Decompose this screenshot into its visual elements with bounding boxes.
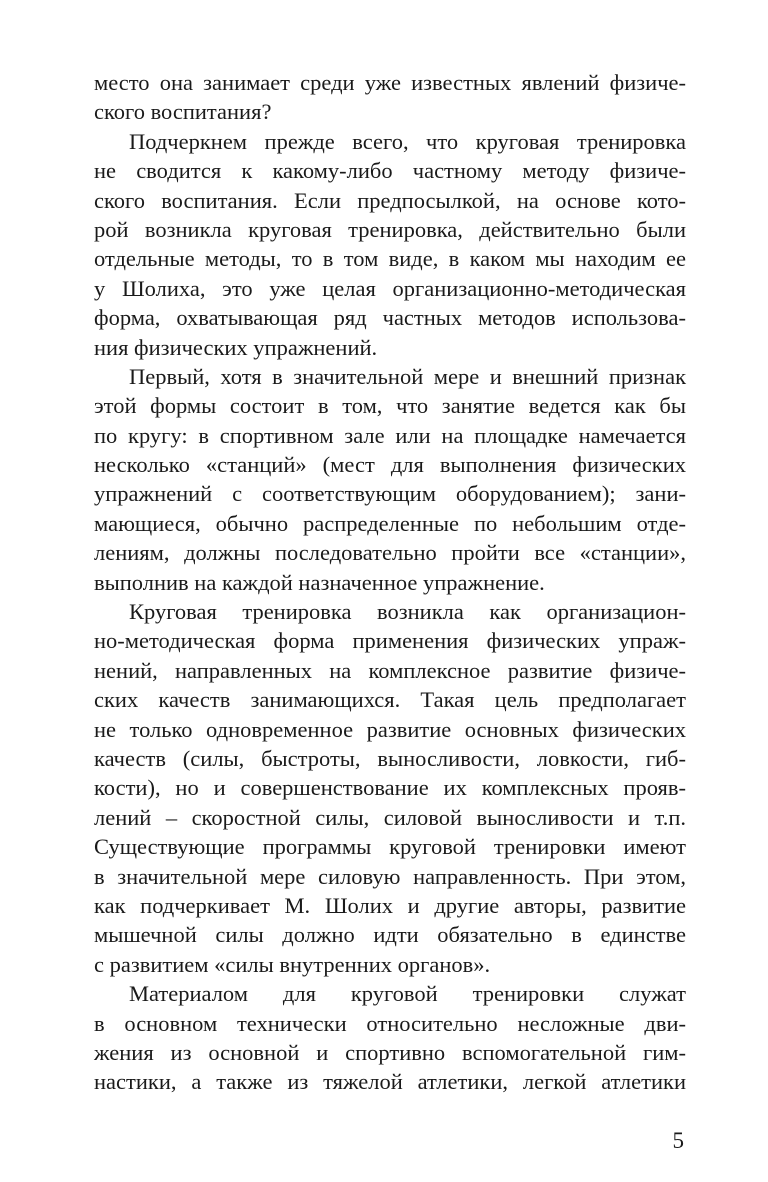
paragraph-2 (94, 127, 686, 362)
text-line: Круговая тренировка возникла как организацион- (129, 599, 686, 625)
text-line: отдельные методы, то в том виде, в каком мы находим ее (94, 246, 686, 272)
page-number: 5 (672, 1128, 684, 1153)
paragraph-4 (94, 597, 686, 979)
text-line: Подчеркнем прежде всего, что круговая тренировка (129, 128, 686, 154)
text-line: рой возникла круговая тренировка, действительно были (94, 216, 686, 242)
text-line: форма, охватывающая ряд частных методов использова- (94, 305, 686, 331)
text-line: настики, а также из тяжелой атлетики, легкой атлетики (94, 1069, 686, 1095)
paragraph-1 (94, 68, 686, 127)
text-line: качеств (силы, быстроты, выносливости, ловкости, гиб- (94, 745, 686, 771)
text-line: кости), но и совершенствование их комплексных прояв- (94, 775, 686, 801)
text-line: этой формы состоит в том, что занятие ведется как бы (94, 393, 686, 419)
text-line: по кругу: в спортивном зале или на площадке намечается (94, 422, 686, 448)
page-body (94, 68, 686, 1097)
text-line: выполнив на каждой назначенное упражнение. (94, 569, 545, 595)
text-line: в значительной мере силовую направленность. При этом, (94, 863, 686, 889)
text-line: мающиеся, обычно распределенные по небольшим отде- (94, 510, 686, 536)
text-line: ния физических упражнений. (94, 334, 378, 360)
text-line: упражнений с соответствующим оборудованием); зани- (94, 481, 686, 507)
text-line: но-методическая форма применения физических упраж- (94, 628, 686, 654)
text-line: мышечной силы должно идти обязательно в единстве (94, 922, 686, 948)
text-line: лениям, должны последовательно пройти все «станции», (94, 540, 686, 566)
text-line: с развитием «силы внутренних органов». (94, 951, 491, 977)
text-line: несколько «станций» (мест для выполнения физических (94, 452, 686, 478)
paragraph-5 (94, 979, 686, 1097)
text-line: Материалом для круговой тренировки служат (129, 981, 686, 1007)
text-line: в основном технически относительно несложные дви- (94, 1010, 686, 1036)
text-line: ского воспитания? (94, 99, 272, 125)
paragraph-3 (94, 362, 686, 597)
text-line: не только одновременное развитие основных физических (94, 716, 686, 742)
text-line: не сводится к какому-либо частному методу физиче- (94, 158, 686, 184)
text-line: Существующие программы круговой тренировки имеют (94, 834, 686, 860)
text-line: место она занимает среди уже известных явлений физиче- (94, 70, 686, 95)
text-line: ского воспитания. Если предпосылкой, на основе кото- (94, 187, 686, 213)
text-line: нений, направленных на комплексное развитие физиче- (94, 657, 686, 683)
text-line: Первый, хотя в значительной мере и внешний признак (129, 363, 686, 389)
text-line: как подчеркивает М. Шолих и другие авторы, развитие (94, 892, 686, 918)
text-line: ских качеств занимающихся. Такая цель предполагает (94, 687, 686, 713)
text-line: у Шолиха, это уже целая организационно-методическая (94, 275, 686, 301)
text-line: лений – скоростной силы, силовой выносливости и т.п. (94, 804, 686, 830)
text-line: жения из основной и спортивно вспомогательной гим- (94, 1039, 686, 1065)
